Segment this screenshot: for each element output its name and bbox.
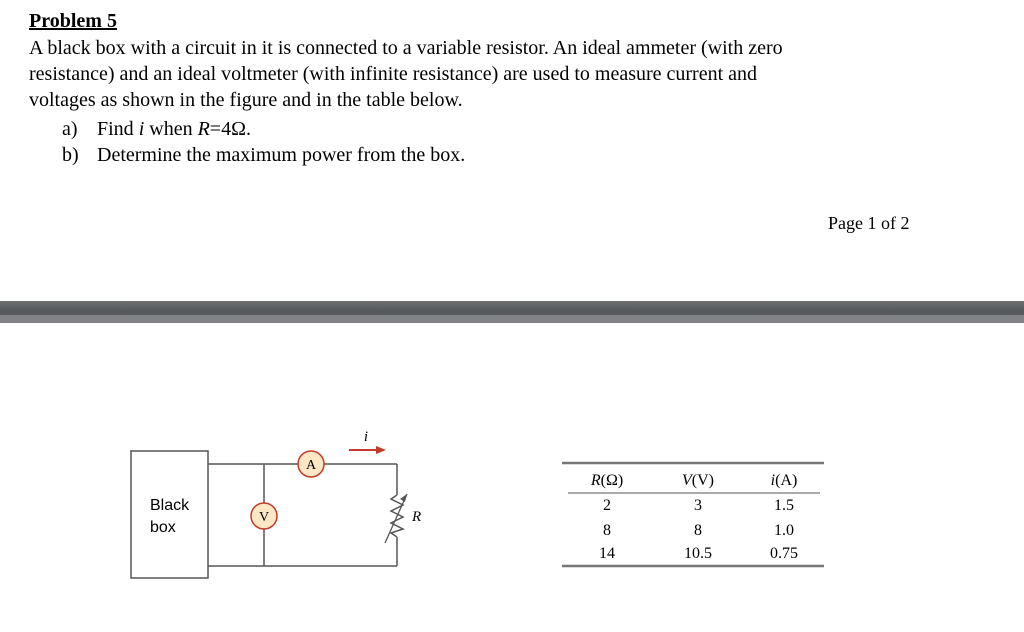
table-cell: 14 — [599, 545, 615, 562]
part-a-text-post: =4Ω. — [209, 118, 251, 140]
table-cell: 0.75 — [770, 545, 798, 562]
part-a-label: a) — [62, 118, 78, 140]
table-header-r-unit: (Ω) — [600, 472, 624, 489]
table-cell: 8 — [694, 522, 702, 539]
statement-line: voltages as shown in the figure and in the table below. — [29, 89, 463, 111]
resistor-label: R — [412, 509, 422, 525]
variable-resistor-arrowhead — [400, 494, 407, 502]
table-header-v — [682, 472, 714, 489]
table-header-i-symbol: i — [770, 472, 776, 489]
table-header-r — [590, 472, 623, 489]
circuit-wires — [208, 464, 397, 566]
part-a-text-mid: when — [144, 118, 198, 140]
current-label: i — [363, 429, 369, 445]
table-header-i — [771, 472, 798, 489]
statement-line: resistance) and an ideal voltmeter (with infinite resistance) are used to measure current and — [29, 63, 758, 85]
table-cell: 10.5 — [684, 545, 712, 562]
table-cell: 1.0 — [774, 522, 794, 539]
part-b-label: b) — [62, 144, 79, 166]
table-cell: 8 — [603, 522, 611, 539]
voltmeter-label: V — [258, 510, 270, 525]
ammeter-label: A — [305, 458, 317, 473]
part-b-text: Determine the maximum power from the box. — [97, 144, 466, 166]
current-arrowhead — [376, 446, 386, 454]
table-header-r-symbol: R — [590, 472, 601, 489]
table-header-v-unit: (V) — [691, 472, 714, 489]
part-a-resistance-symbol: R — [197, 118, 210, 140]
table-header-i-unit: (A) — [775, 472, 798, 489]
table-header-v-symbol: V — [682, 472, 692, 489]
table-cell: 3 — [694, 497, 702, 514]
problem-title: Problem 5 — [29, 10, 117, 32]
statement-line: A black box with a circuit in it is connected to a variable resistor. An ideal ammeter (with zero — [29, 37, 783, 59]
part-a-current-symbol: i — [138, 118, 145, 140]
table-cell: 1.5 — [774, 497, 794, 514]
page-number: Page 1 of 2 — [828, 213, 910, 233]
black-box — [131, 451, 208, 578]
table-cell: 2 — [603, 497, 611, 514]
part-a-text-pre: Find — [97, 118, 139, 140]
black-box-label-line1: Black — [150, 497, 190, 514]
black-box-label-line2: box — [150, 519, 176, 536]
